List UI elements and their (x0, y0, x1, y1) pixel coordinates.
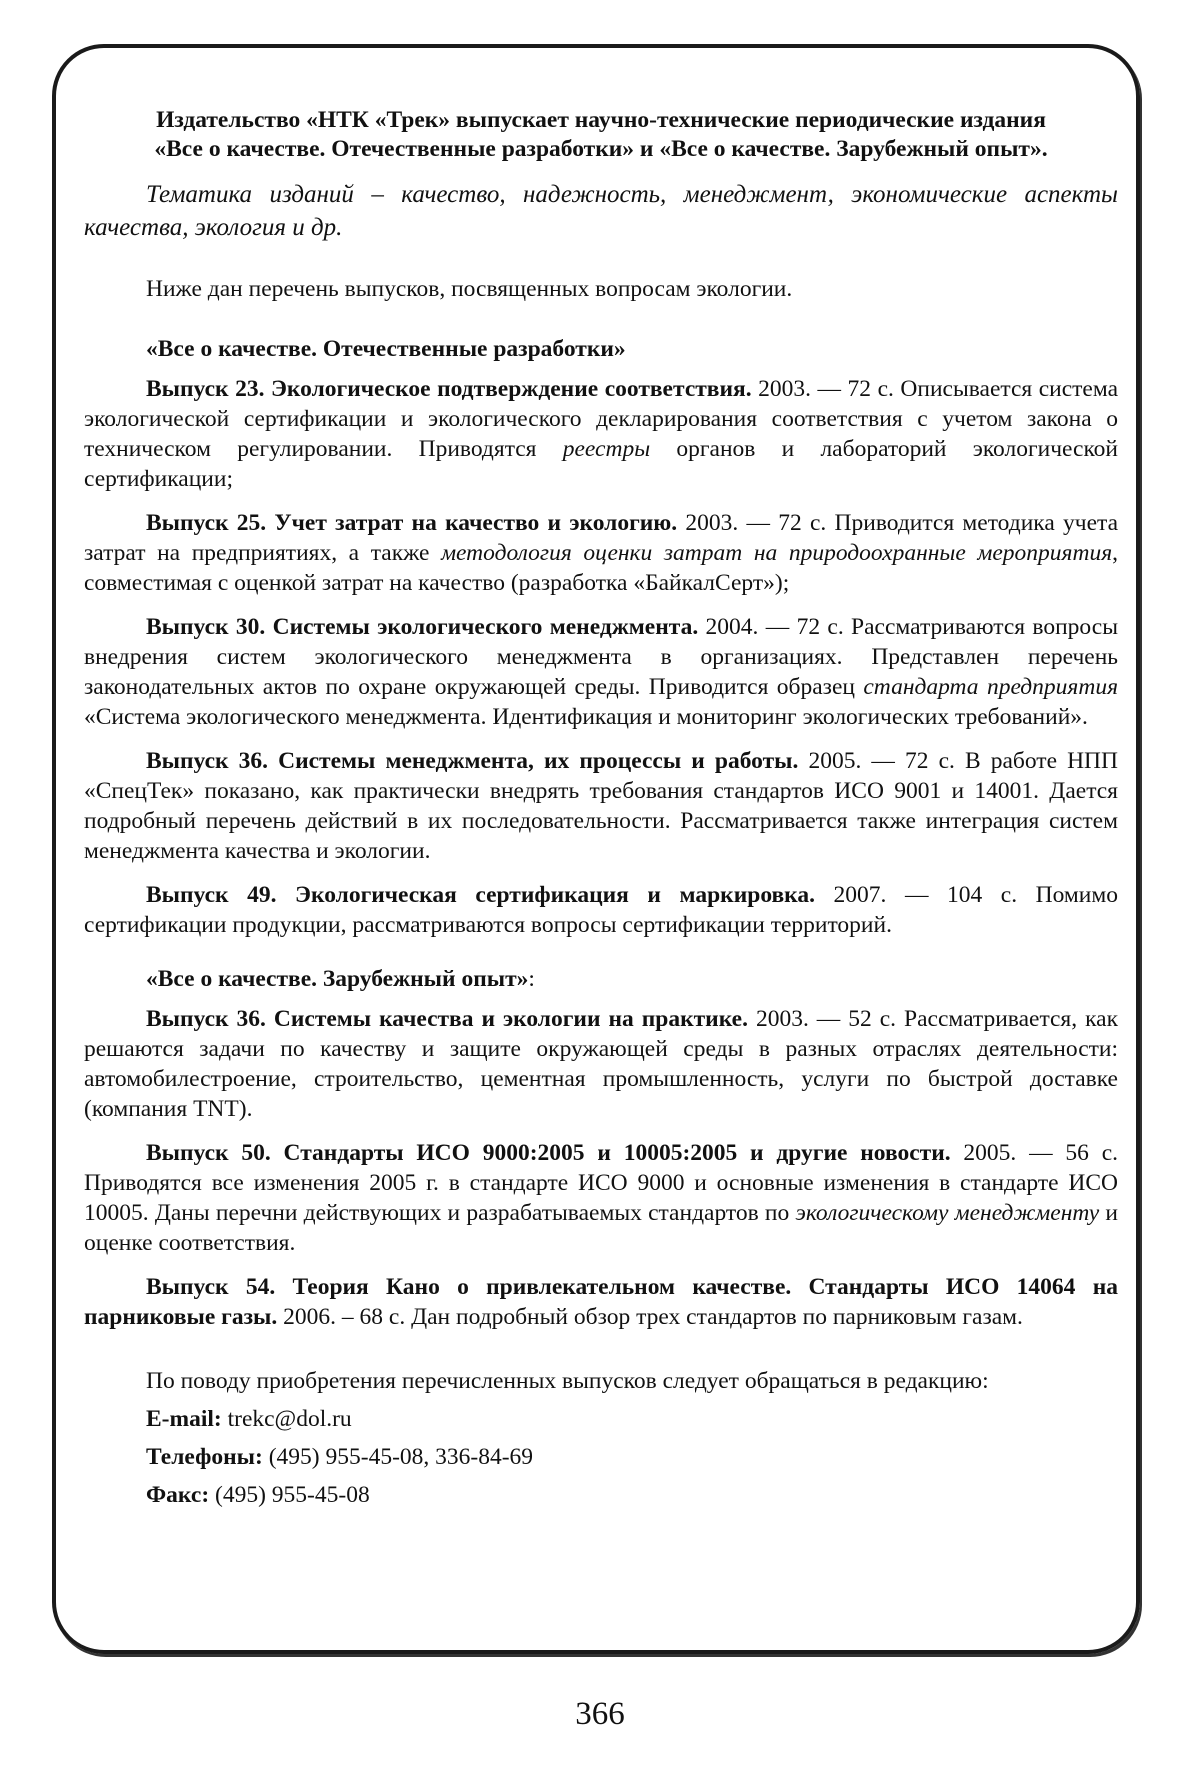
phones-value: (495) 955-45-08, 336-84-69 (263, 1444, 533, 1470)
issue-title: Выпуск 54. Теория Кано о привлекательном качестве. Стандарты ИСО 14064 на парниковые газы. (84, 1274, 1118, 1330)
emphasis: методология оценки затрат на природоохранные мероприятия (441, 540, 1112, 566)
issue-title: Выпуск 30. Системы экологического менеджмента. (146, 614, 698, 640)
issue-title: Выпуск 23. Экологическое подтверждение соответствия. (146, 376, 752, 402)
issue-paragraph: Выпуск 23. Экологическое подтверждение соответствия. 2003. — 72 с. Описывается система экологической сертификации и экологического декларирования соответствия с учетом закона о техническом регулировании. Приводятся реестры органов и лабораторий экологической сертификации; (84, 374, 1118, 494)
issue-paragraph: Выпуск 49. Экологическая сертификация и маркировка. 2007. — 104 с. Помимо сертификации продукции, рассматриваются вопросы сертификации территорий. (84, 880, 1118, 940)
issue-paragraph: Выпуск 50. Стандарты ИСО 9000:2005 и 10005:2005 и другие новости. 2005. — 56 с. Приводятся все изменения 2005 г. в стандарте ИСО 9000 и основные изменения в стандарте ИСО 10005. Даны перечни действующих и разрабатываемых стандартов по экологическому менеджменту и оценке соответствия. (84, 1138, 1118, 1258)
issue-title: Выпуск 36. Системы менеджмента, их процессы и работы. (146, 748, 798, 774)
issue-title: Выпуск 49. Экологическая сертификация и маркировка. (146, 882, 815, 908)
email-line (84, 1400, 1118, 1438)
page-number: 366 (0, 1694, 1200, 1734)
header-line-1: Издательство «НТК «Трек» выпускает научно-технические периодические издания (156, 107, 1046, 133)
list-intro: Ниже дан перечень выпусков, посвященных вопросам экологии. (84, 274, 1118, 304)
emphasis: реестры (563, 436, 650, 462)
publisher-header (84, 106, 1118, 164)
issue-paragraph: Выпуск 36. Системы качества и экологии на практике. 2003. — 52 с. Рассматривается, как решаются задачи по качеству и защите окружающей среды в разных отраслях деятельности: автомобилестроение, строительство, цементная промышленность, услуги по быстрой доставке (компания TNT). (84, 1004, 1118, 1124)
fax-label: Факс: (146, 1482, 209, 1508)
issue-title: Выпуск 36. Системы качества и экологии на практике. (146, 1006, 748, 1032)
phones-line (84, 1438, 1118, 1476)
fax-line (84, 1476, 1118, 1514)
issue-title: Выпуск 25. Учет затрат на качество и экологию. (146, 510, 677, 536)
emphasis: экологическому менеджменту (795, 1200, 1099, 1226)
email-label: E-mail: (146, 1406, 222, 1432)
page-content (84, 106, 1118, 1514)
issue-title: Выпуск 50. Стандарты ИСО 9000:2005 и 10005:2005 и другие новости. (146, 1140, 951, 1166)
fax-value: (495) 955-45-08 (209, 1482, 370, 1508)
issue-paragraph: Выпуск 54. Теория Кано о привлекательном качестве. Стандарты ИСО 14064 на парниковые газы. 2006. – 68 с. Дан подробный обзор трех стандартов по парниковым газам. (84, 1272, 1118, 1332)
issue-paragraph: Выпуск 30. Системы экологического менеджмента. 2004. — 72 с. Рассматриваются вопросы внедрения систем экологического менеджмента в организациях. Представлен перечень законодательных актов по охране окружающей среды. Приводится образец стандарта предприятия «Система экологического менеджмента. Идентификация и мониторинг экологических требований». (84, 612, 1118, 732)
phones-label: Телефоны: (146, 1444, 263, 1470)
contacts-intro: По поводу приобретения перечисленных выпусков следует обращаться в редакцию: (84, 1362, 1118, 1400)
header-line-2: «Все о качестве. Отечественные разработки» и «Все о качестве. Зарубежный опыт». (154, 136, 1047, 162)
issue-paragraph: Выпуск 25. Учет затрат на качество и экологию. 2003. — 72 с. Приводится методика учета затрат на предприятиях, а также методология оценки затрат на природоохранные мероприятия, совместимая с оценкой затрат на качество (разработка «БайкалСерт»); (84, 508, 1118, 598)
topic-line: Тематика изданий – качество, надежность, менеджмент, экономические аспекты качества, экология и др. (84, 178, 1118, 244)
emphasis: стандарта предприятия (863, 674, 1118, 700)
series-title-domestic: «Все о качестве. Отечественные разработки» (84, 334, 1118, 364)
contacts-block (84, 1362, 1118, 1514)
series-title-foreign: «Все о качестве. Зарубежный опыт»: (84, 964, 1118, 994)
email-address[interactable]: trekc@dol.ru (222, 1406, 352, 1432)
issue-paragraph: Выпуск 36. Системы менеджмента, их процессы и работы. 2005. — 72 с. В работе НПП «СпецТек» показано, как практически внедрять требования стандартов ИСО 9001 и 14001. Дается подробный перечень действий в их последовательности. Рассматривается также интеграция систем менеджмента качества и экологии. (84, 746, 1118, 866)
